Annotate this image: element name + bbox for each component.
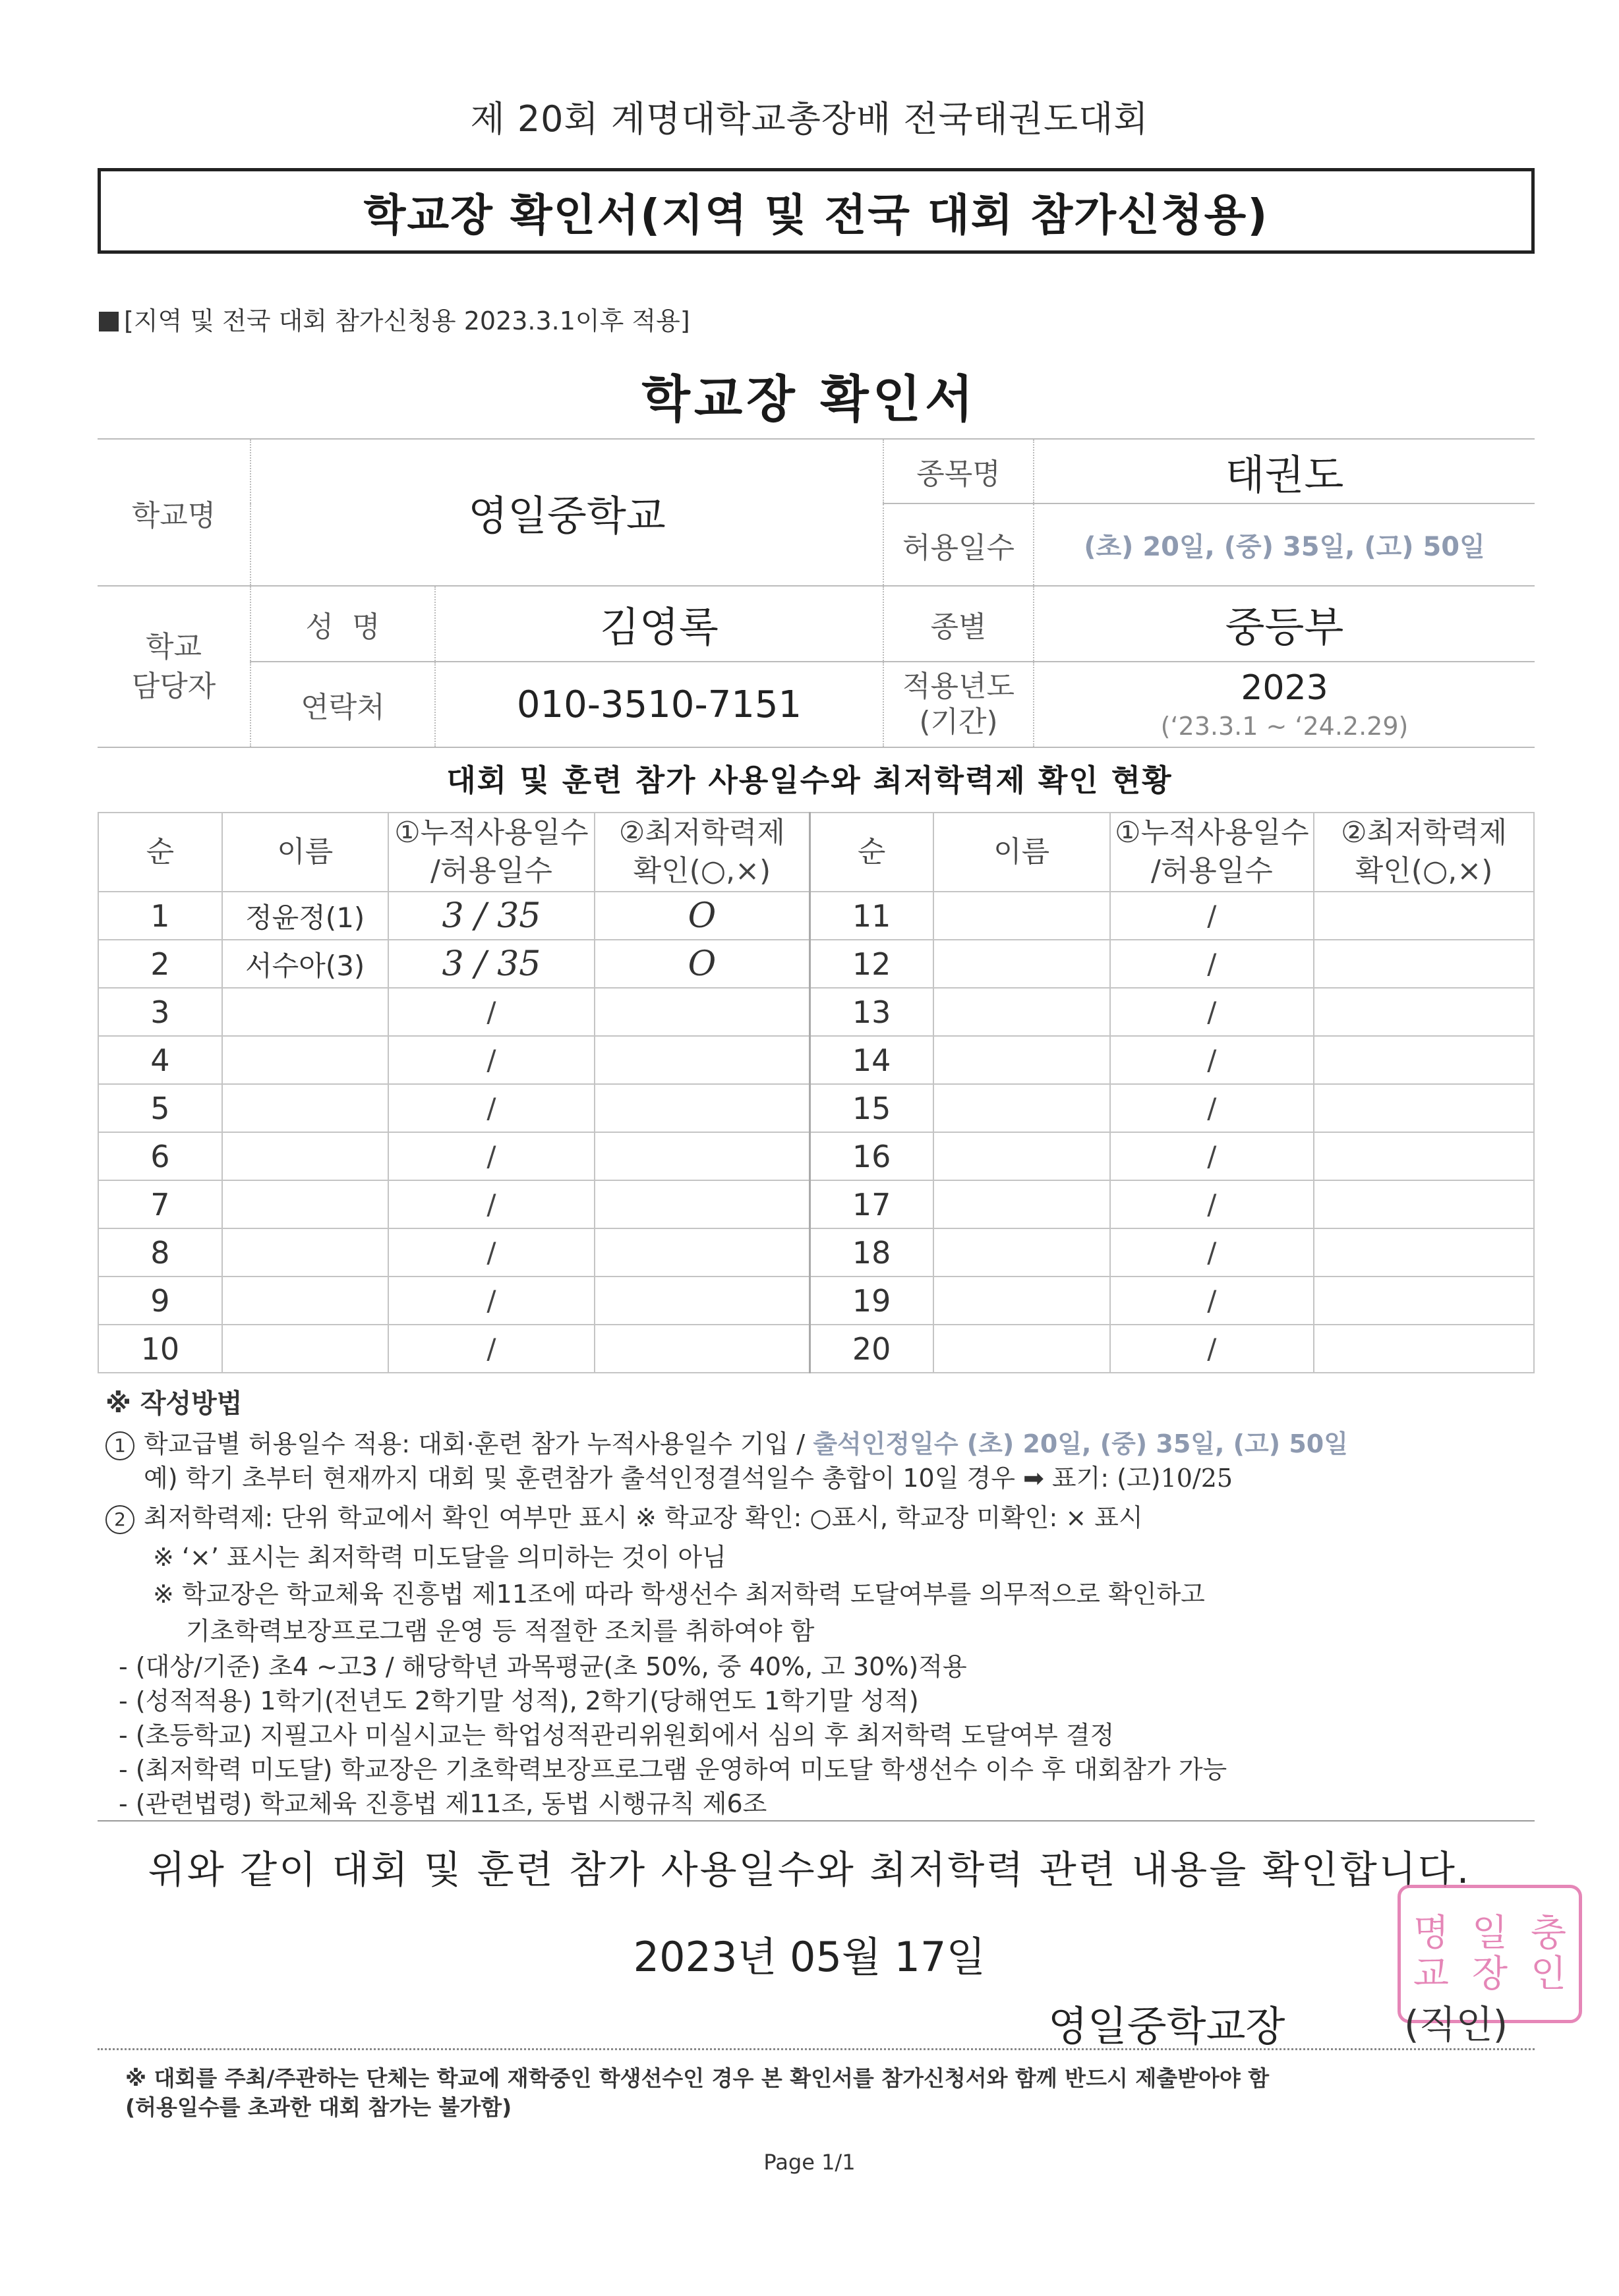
roster-name bbox=[933, 940, 1110, 988]
method-detail-1: - (대상/기준) 초4 ~고3 / 해당학년 과목평균(초 50%, 중 40%, 고 30%)적용 bbox=[119, 1652, 967, 1681]
roster-num: 5 bbox=[98, 1084, 222, 1132]
method-detail-4: - (최저학력 미도달) 학교장은 기초학력보장프로그램 운영하여 미도달 학생선수 이수 후 대회참가 가능 bbox=[119, 1755, 1227, 1784]
roster-academic-check bbox=[595, 1325, 810, 1373]
roster-academic-check bbox=[1314, 1132, 1534, 1180]
footer-note-2: (허용일수를 초과한 대회 참가는 불가함) bbox=[125, 2094, 512, 2120]
roster-num: 11 bbox=[810, 892, 933, 940]
roster-days-used: / bbox=[1110, 1180, 1314, 1228]
page-number: Page 1/1 bbox=[763, 2150, 856, 2175]
roster-days-used: / bbox=[1110, 1036, 1314, 1084]
roster-header-academic: ②최저학력제 확인(○,×) bbox=[595, 813, 810, 892]
roster-name bbox=[222, 1132, 388, 1180]
table-row bbox=[98, 1277, 1534, 1325]
contact-value: 010-3510-7151 bbox=[435, 662, 883, 747]
method-note-c: 기초학력보장프로그램 운영 등 적절한 조치를 취하여야 함 bbox=[186, 1617, 815, 1646]
table-row bbox=[98, 1084, 1534, 1132]
roster-num: 2 bbox=[98, 940, 222, 988]
roster-days-used: / bbox=[388, 1132, 595, 1180]
roster-name bbox=[222, 988, 388, 1036]
roster-days-used: / bbox=[388, 1228, 595, 1277]
table-row bbox=[98, 1180, 1534, 1228]
apply-note bbox=[99, 301, 690, 337]
days-label: 허용일수 bbox=[883, 503, 1034, 586]
year-value: 2023 bbox=[1241, 668, 1328, 708]
roster-academic-check bbox=[1314, 1228, 1534, 1277]
roster-name bbox=[222, 1036, 388, 1084]
roster-academic-check bbox=[595, 1132, 810, 1180]
roster-num: 4 bbox=[98, 1036, 222, 1084]
method-note-a: ※ ‘×’ 표시는 최저학력 미도달을 의미하는 것이 아님 bbox=[153, 1543, 726, 1572]
roster-academic-check bbox=[1314, 1180, 1534, 1228]
circled-number-icon: 2 bbox=[105, 1505, 134, 1534]
divider bbox=[98, 1820, 1535, 1822]
table-row bbox=[98, 1228, 1534, 1277]
roster-name: 정윤정(1) bbox=[222, 892, 388, 940]
footer-divider bbox=[98, 2048, 1535, 2050]
roster-num: 12 bbox=[810, 940, 933, 988]
staff-label: 학교 담당자 bbox=[98, 586, 250, 747]
roster-days-used: 3 / 35 bbox=[388, 940, 595, 988]
seal-mark: (직인) bbox=[1404, 2002, 1508, 2047]
roster-days-used: / bbox=[388, 1325, 595, 1373]
roster-name bbox=[222, 1180, 388, 1228]
roster-name bbox=[933, 1325, 1110, 1373]
roster-days-used: / bbox=[1110, 988, 1314, 1036]
roster-days-used: / bbox=[1110, 1084, 1314, 1132]
roster-name bbox=[222, 1277, 388, 1325]
roster-num: 10 bbox=[98, 1325, 222, 1373]
roster-academic-check bbox=[1314, 892, 1534, 940]
circled-number-icon: 1 bbox=[105, 1431, 134, 1460]
method-detail-2: - (성적적용) 1학기(전년도 2학기말 성적), 2학기(당해연도 1학기말 성적) bbox=[119, 1686, 919, 1715]
roster-num: 3 bbox=[98, 988, 222, 1036]
confirmation-statement: 위와 같이 대회 및 훈련 참가 사용일수와 최저학력 관련 내용을 확인합니다. bbox=[148, 1847, 1471, 1892]
method-note-b: ※ 학교장은 학교체육 진흥법 제11조에 따라 학생선수 최저학력 도달여부를 의무적으로 확인하고 bbox=[153, 1580, 1205, 1609]
roster-days-used: / bbox=[388, 1036, 595, 1084]
roster-academic-check bbox=[595, 988, 810, 1036]
roster-days-used: / bbox=[1110, 940, 1314, 988]
roster-name bbox=[933, 1084, 1110, 1132]
roster-num: 15 bbox=[810, 1084, 933, 1132]
roster-name bbox=[222, 1084, 388, 1132]
roster-num: 13 bbox=[810, 988, 933, 1036]
sport-value: 태권도 bbox=[1034, 439, 1535, 503]
roster-days-used: / bbox=[1110, 1132, 1314, 1180]
method-detail-5: - (관련법령) 학교체육 진흥법 제11조, 동법 시행규칙 제6조 bbox=[119, 1789, 767, 1818]
event-title: 제 20회 계명대학교총장배 전국태권도대회 bbox=[470, 98, 1149, 140]
roster-academic-check bbox=[1314, 1325, 1534, 1373]
footer-note-1: ※ 대회를 주최/주관하는 단체는 학교에 재학중인 학생선수인 경우 본 확인서를 참가신청서와 함께 반드시 제출받아야 함 bbox=[125, 2065, 1270, 2091]
status-title: 대회 및 훈련 참가 사용일수와 최저학력제 확인 현황 bbox=[446, 762, 1173, 798]
method-item-1: 1 학교급별 허용일수 적용: 대회·훈련 참가 누적사용일수 기입 / 출석인정일수 (초) 20일, (중) 35일, (고) 50일 bbox=[105, 1423, 1348, 1460]
roster-academic-check bbox=[1314, 1036, 1534, 1084]
roster-header-name: 이름 bbox=[933, 813, 1110, 892]
roster-days-used: / bbox=[388, 988, 595, 1036]
table-row bbox=[98, 1325, 1534, 1373]
roster-name bbox=[222, 1228, 388, 1277]
roster-header-num: 순 bbox=[810, 813, 933, 892]
roster-days-used: / bbox=[388, 1084, 595, 1132]
roster-header-days: ①누적사용일수 /허용일수 bbox=[388, 813, 595, 892]
roster-header-name: 이름 bbox=[222, 813, 388, 892]
method-item-2: 2 최저학력제: 단위 학교에서 확인 여부만 표시 ※ 학교장 확인: ○표시, 학교장 미확인: × 표시 bbox=[105, 1497, 1143, 1534]
roster-academic-check bbox=[1314, 1084, 1534, 1132]
roster-academic-check bbox=[595, 1036, 810, 1084]
roster-header-days: ①누적사용일수 /허용일수 bbox=[1110, 813, 1314, 892]
roster-days-used: / bbox=[1110, 1277, 1314, 1325]
roster-num: 7 bbox=[98, 1180, 222, 1228]
roster-academic-check: O bbox=[595, 892, 810, 940]
roster-num: 6 bbox=[98, 1132, 222, 1180]
participant-roster-table bbox=[98, 812, 1535, 1373]
document-box-title: 학교장 확인서(지역 및 전국 대회 참가신청용) bbox=[98, 168, 1535, 254]
roster-num: 20 bbox=[810, 1325, 933, 1373]
square-bullet-icon bbox=[99, 312, 119, 331]
issue-date: 2023년 05월 17일 bbox=[633, 1933, 986, 1981]
school-label: 학교명 bbox=[98, 439, 250, 586]
roster-name bbox=[933, 1277, 1110, 1325]
roster-days-used: 3 / 35 bbox=[388, 892, 595, 940]
school-info-table bbox=[98, 438, 1535, 748]
roster-days-used: / bbox=[1110, 892, 1314, 940]
roster-academic-check bbox=[1314, 940, 1534, 988]
apply-note-text: [지역 및 전국 대회 참가신청용 2023.3.1이후 적용] bbox=[124, 306, 690, 335]
roster-academic-check bbox=[1314, 1277, 1534, 1325]
roster-num: 17 bbox=[810, 1180, 933, 1228]
allowed-days: (초) 20일, (중) 35일, (고) 50일 bbox=[1034, 503, 1535, 586]
staff-name: 김영록 bbox=[435, 586, 883, 662]
year-cell bbox=[1034, 662, 1535, 747]
table-row bbox=[98, 940, 1534, 988]
roster-name: 서수아(3) bbox=[222, 940, 388, 988]
roster-name bbox=[933, 1180, 1110, 1228]
category-value: 중등부 bbox=[1034, 586, 1535, 662]
roster-academic-check bbox=[595, 1277, 810, 1325]
roster-header-num: 순 bbox=[98, 813, 222, 892]
roster-num: 1 bbox=[98, 892, 222, 940]
roster-header-row bbox=[98, 813, 1534, 892]
roster-academic-check bbox=[1314, 988, 1534, 1036]
roster-name bbox=[933, 1132, 1110, 1180]
roster-name bbox=[933, 988, 1110, 1036]
roster-name bbox=[933, 892, 1110, 940]
table-row bbox=[98, 892, 1534, 940]
school-name: 영일중학교 bbox=[250, 439, 883, 586]
roster-academic-check bbox=[595, 1084, 810, 1132]
official-seal-stamp: 명 일 충 교 장 인 bbox=[1398, 1885, 1582, 2023]
roster-days-used: / bbox=[388, 1277, 595, 1325]
contact-label: 연락처 bbox=[250, 662, 435, 747]
name-label: 성 명 bbox=[250, 586, 435, 662]
roster-header-academic: ②최저학력제 확인(○,×) bbox=[1314, 813, 1534, 892]
roster-num: 19 bbox=[810, 1277, 933, 1325]
roster-name bbox=[933, 1228, 1110, 1277]
roster-num: 18 bbox=[810, 1228, 933, 1277]
roster-academic-check bbox=[595, 1228, 810, 1277]
roster-days-used: / bbox=[1110, 1228, 1314, 1277]
table-row bbox=[98, 1036, 1534, 1084]
method-detail-3: - (초등학교) 지필고사 미실시교는 학업성적관리위원회에서 심의 후 최저학력 도달여부 결정 bbox=[119, 1721, 1115, 1750]
roster-num: 9 bbox=[98, 1277, 222, 1325]
roster-num: 16 bbox=[810, 1132, 933, 1180]
table-row bbox=[98, 988, 1534, 1036]
method-item-1-example: 예) 학기 초부터 현재까지 대회 및 훈련참가 출석인정결석일수 총합이 10일 경우 ➡ 표기: (고)10/25 bbox=[144, 1464, 1233, 1493]
document-title: 학교장 확인서 bbox=[641, 370, 978, 428]
principal-title: 영일중학교장 bbox=[1048, 2002, 1285, 2050]
sport-label: 종목명 bbox=[883, 439, 1034, 503]
roster-name bbox=[222, 1325, 388, 1373]
roster-num: 14 bbox=[810, 1036, 933, 1084]
roster-academic-check bbox=[595, 1180, 810, 1228]
category-label: 종별 bbox=[883, 586, 1034, 662]
roster-days-used: / bbox=[1110, 1325, 1314, 1373]
roster-num: 8 bbox=[98, 1228, 222, 1277]
period-value: (‘23.3.1 ~ ‘24.2.29) bbox=[1160, 712, 1409, 741]
table-row bbox=[98, 1132, 1534, 1180]
year-label: 적용년도 (기간) bbox=[883, 662, 1034, 747]
roster-name bbox=[933, 1036, 1110, 1084]
roster-days-used: / bbox=[388, 1180, 595, 1228]
roster-academic-check: O bbox=[595, 940, 810, 988]
method-heading: ※ 작성방법 bbox=[105, 1389, 243, 1419]
